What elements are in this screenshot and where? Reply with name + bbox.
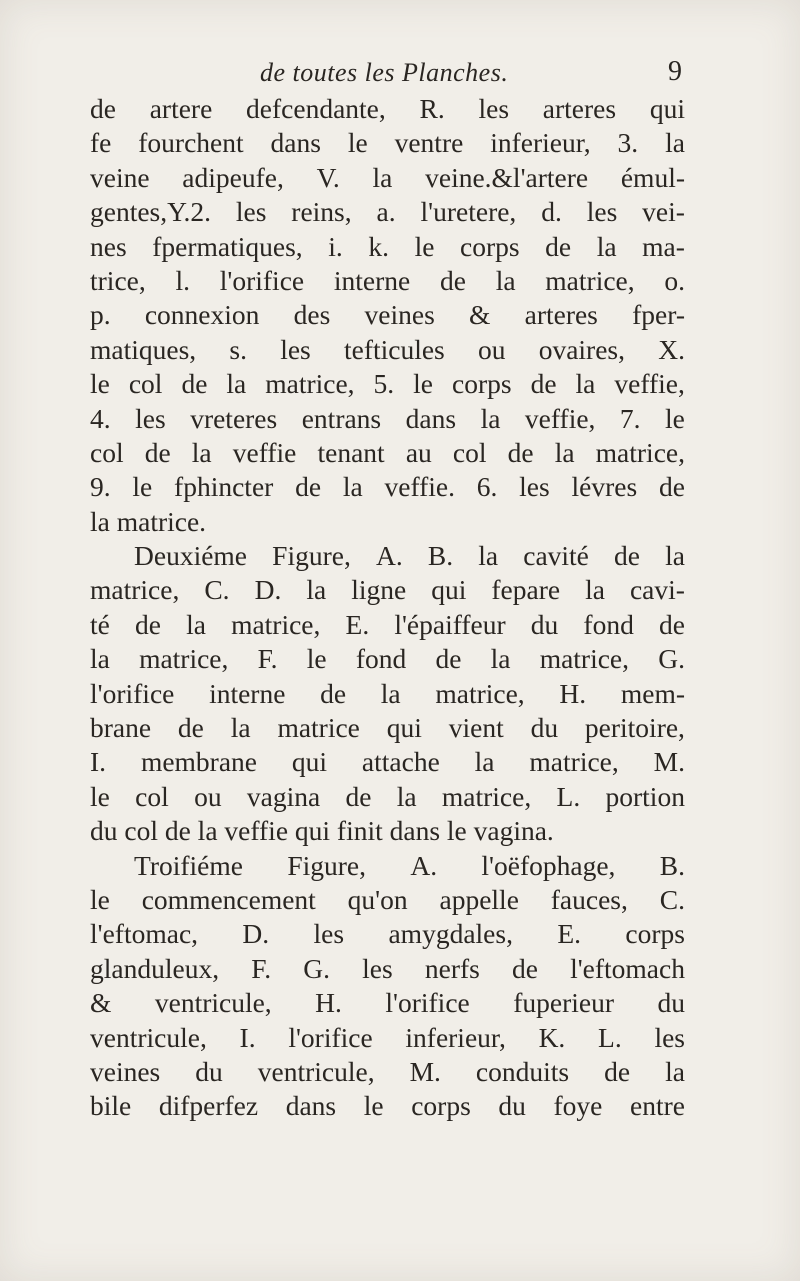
text-line: matiques, s. les tefticules ou ovaires, X. (90, 333, 685, 365)
text-line: l'orifice interne de la matrice, H. mem- (90, 677, 685, 709)
page-header (90, 56, 690, 96)
text-line: la matrice. (90, 505, 207, 537)
text-line: & ventricule, H. l'orifice fuperieur du (90, 987, 685, 1019)
text-line: le col ou vagina de la matrice, L. portion (90, 780, 685, 812)
text-line: de artere defcendante, R. les arteres qui (90, 93, 685, 124)
text-line: glanduleux, F. G. les nerfs de l'eftomach (90, 952, 685, 984)
text-line: col de la veffie tenant au col de la matrice, (90, 436, 685, 468)
text-line: matrice, C. D. la ligne qui fepare la cavi- (90, 574, 685, 606)
text-line: nes fpermatiques, i. k. le corps de la ma- (90, 230, 685, 262)
text-line: bile difperfez dans le corps du foye entre (90, 1090, 685, 1122)
text-line: le commencement qu'on appelle fauces, C. (90, 883, 685, 915)
text-line: le col de la matrice, 5. le corps de la veffie, (90, 368, 685, 400)
running-title: de toutes les Planches. (260, 58, 509, 87)
text-line: fe fourchent dans le ventre inferieur, 3. la (90, 127, 685, 159)
paragraph-start-line: Troifiéme Figure, A. l'oëfophage, B. (134, 849, 685, 881)
text-line: l'eftomac, D. les amygdales, E. corps (90, 918, 685, 950)
text-line: 4. les vreteres entrans dans la veffie, 7. le (90, 402, 685, 434)
body-text (90, 92, 685, 1124)
text-line: p. connexion des veines & arteres fper- (90, 299, 685, 331)
paragraph-start-line: Deuxiéme Figure, A. B. la cavité de la (134, 540, 685, 572)
text-line: gentes,Y.2. les reins, a. l'uretere, d. les vei- (90, 196, 685, 228)
text-line: trice, l. l'orifice interne de la matrice, o. (90, 264, 685, 296)
text-line: du col de la veffie qui finit dans le vagina. (90, 815, 554, 847)
text-line: veines du ventricule, M. conduits de la (90, 1055, 685, 1087)
text-line: I. membrane qui attache la matrice, M. (90, 746, 685, 778)
text-line: brane de la matrice qui vient du peritoire, (90, 712, 685, 744)
text-line: veine adipeufe, V. la veine.&l'artere émul- (90, 161, 685, 193)
text-line: 9. le fphincter de la veffie. 6. les lévres de (90, 471, 685, 503)
page-number: 9 (668, 56, 682, 87)
text-line: la matrice, F. le fond de la matrice, G. (90, 643, 685, 675)
text-line: ventricule, I. l'orifice inferieur, K. L. les (90, 1021, 685, 1053)
text-line: té de la matrice, E. l'épaiffeur du fond de (90, 608, 685, 640)
